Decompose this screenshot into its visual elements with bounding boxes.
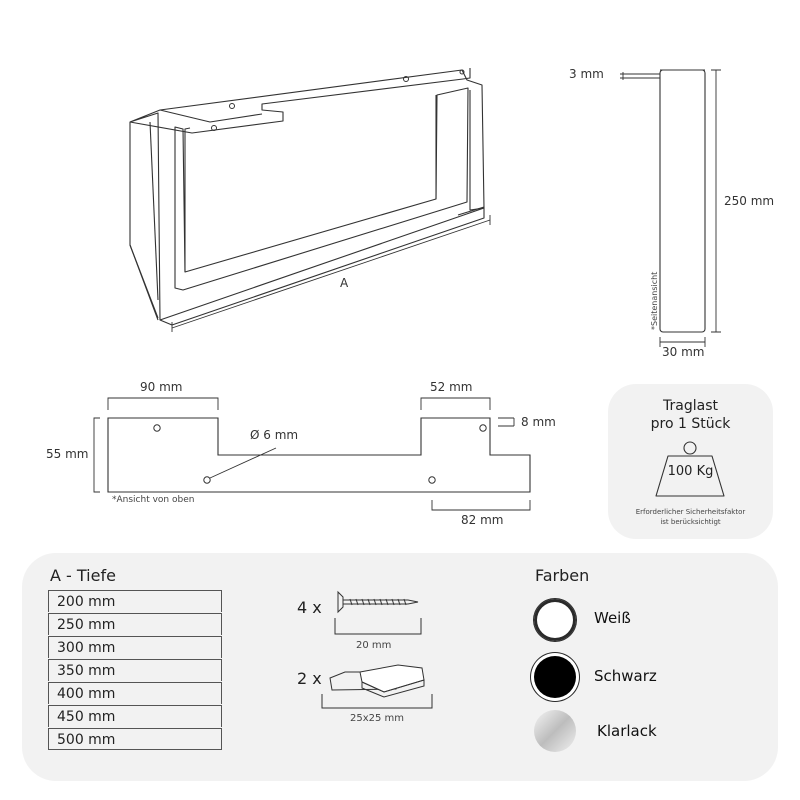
dim-8mm-label: 8 mm	[521, 415, 556, 429]
color-swatch-clear[interactable]	[534, 710, 576, 752]
dim-30mm-label: 30 mm	[662, 345, 705, 359]
screw-size: 20 mm	[356, 640, 392, 651]
dim-3mm-label: 3 mm	[569, 67, 604, 81]
screw-qty: 4 x	[297, 598, 322, 617]
depth-option[interactable]: 450 mm	[48, 705, 222, 727]
load-note-line2: ist berücksichtigt	[660, 518, 721, 526]
dim-55mm-label: 55 mm	[46, 447, 89, 461]
dimension-a-label: A	[340, 276, 349, 290]
depth-option[interactable]: 300 mm	[48, 636, 222, 658]
color-label-white: Weiß	[594, 609, 631, 627]
depth-option[interactable]: 400 mm	[48, 682, 222, 704]
color-label-black: Schwarz	[594, 667, 657, 685]
load-title-line1: Traglast	[663, 398, 718, 414]
pad-qty: 2 x	[297, 669, 322, 688]
load-weight: 100 Kg	[667, 464, 714, 479]
depth-heading: A - Tiefe	[50, 566, 116, 585]
dim-250mm-label: 250 mm	[724, 194, 775, 208]
color-label-clear: Klarlack	[597, 722, 657, 740]
dim-52mm-label: 52 mm	[430, 380, 473, 394]
dim-hole-label: Ø 6 mm	[250, 428, 299, 442]
screw-icon	[338, 592, 418, 612]
dim-90mm-label: 90 mm	[140, 380, 183, 394]
color-swatch-white[interactable]	[534, 599, 576, 641]
depth-option[interactable]: 250 mm	[48, 613, 222, 635]
depth-option[interactable]: 500 mm	[48, 728, 222, 750]
color-swatch-black[interactable]	[534, 656, 576, 698]
depth-option[interactable]: 200 mm	[48, 590, 222, 612]
side-view-note: *Seitenansicht	[650, 271, 659, 330]
depth-option[interactable]: 350 mm	[48, 659, 222, 681]
load-note-line1: Erforderlicher Sicherheitsfaktor	[635, 508, 746, 516]
top-view-note: *Ansicht von oben	[112, 495, 195, 505]
load-title-line2: pro 1 Stück	[650, 416, 731, 432]
dim-82mm-label: 82 mm	[461, 513, 504, 527]
pad-size: 25x25 mm	[350, 713, 405, 724]
colors-heading: Farben	[535, 566, 590, 585]
